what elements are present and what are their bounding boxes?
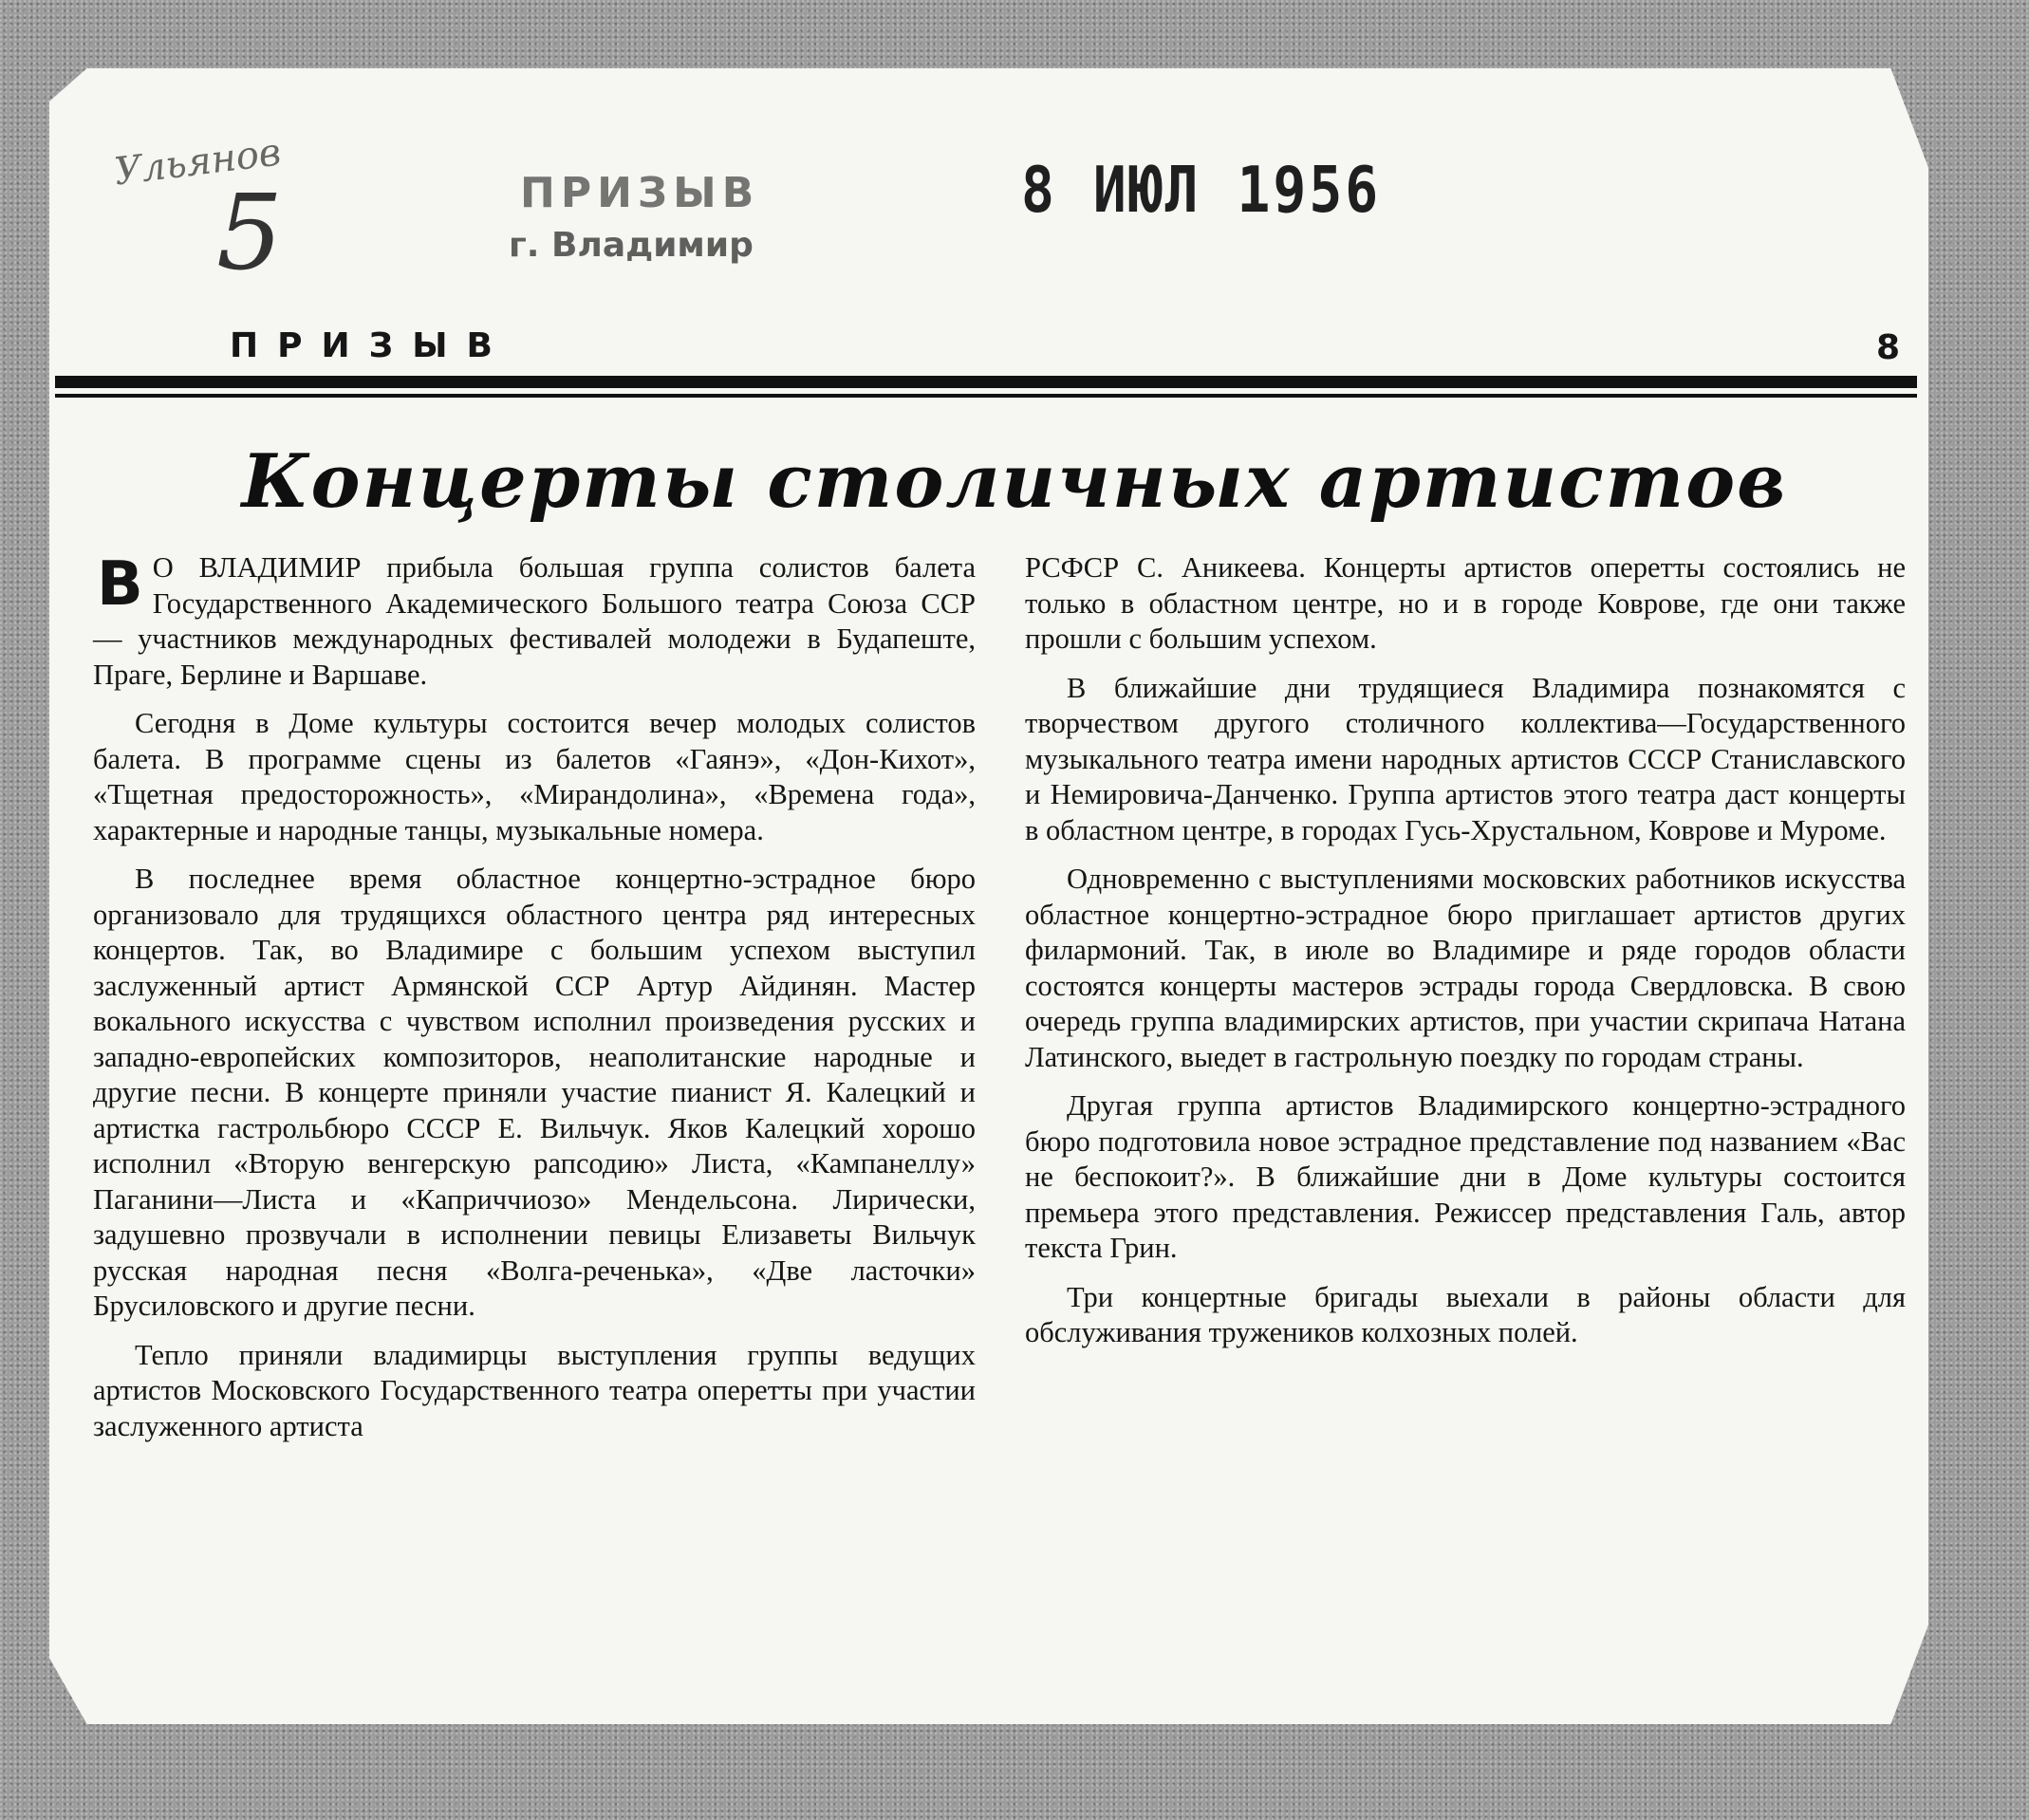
article-column-left [93, 550, 976, 1458]
article-paragraph: Три концертные бригады выехали в районы области для обслуживания тружеников колхозных полей. [1025, 1280, 1906, 1348]
masthead: ПРИЗЫВ [230, 326, 512, 365]
article-paragraph: РСФСР С. Аникеева. Концерты артистов оперетты состоялись не только в областном центре, но и в городе Коврове, где они также прошли с большим успехом. [1025, 551, 1906, 655]
paragraph-text: О ВЛАДИМИР прибыла большая группа солистов балета Государственного Академического Большого театра Союза ССР — участников международных фестивалей молодежи в Будапеште, Праге, Берлине и Варшаве. [93, 551, 976, 691]
article-title: Концерты столичных артистов [241, 438, 1788, 525]
city-stamp: г. Владимир [509, 226, 754, 265]
article-paragraph: Тепло приняли владимирцы выступления группы ведущих артистов Московского Государственного театра оперетты при участии заслуженного артиста [93, 1338, 976, 1442]
newspaper-stamp: ПРИЗЫВ [520, 169, 760, 217]
masthead-rule-thin [55, 394, 1917, 398]
dropcap-letter: В [97, 549, 143, 620]
article-paragraph [93, 550, 976, 693]
handwritten-note: Ульянов [111, 130, 284, 195]
article-paragraph: В последнее время областное концертно-эстрадное бюро организовало для трудящихся областного центра ряд интересных концертов. Так, во Владимире с большим успехом выступил заслуженный артист Армянской ССР Артур Айдинян. Мастер вокального искусства с чувством исполнил произведения русских и западно-европейских композиторов, неаполитанские народные и другие песни. В концерте приняли участие пианист Я. Калецкий и артистка гастрольбюро СССР Е. Вильчук. Яков Калецкий хорошо исполнил «Вторую венгерскую рапсодию» Листа, «Кампанеллу» Паганини—Листа и «Каприччиозо» Мендельсона. Лирически, задушевно прозвучали в исполнении певицы Елизаветы Вильчук русская народная песня «Волга-реченька», «Две ласточки» Брусиловского и другие песни. [93, 863, 976, 1322]
article-paragraph: Одновременно с выступлениями московских работников искусства областное концертно-эстрадное бюро приглашает артистов других филармоний. Так, в июле во Владимире и ряде городов области состоятся концерты мастеров эстрады города Свердловска. В свою очередь группа владимирских артистов, при участии скрипача Натана Латинского, выедет в гастрольную поездку по городам страны. [1025, 863, 1906, 1073]
article-column-right [1025, 550, 1906, 1365]
date-stamp: 8 ИЮЛ 1956 [1021, 152, 1382, 228]
handwritten-number: 5 [216, 172, 283, 293]
article-paragraph: В ближайшие дни трудящиеся Владимира познакомятся с творчеством другого столичного коллектива—Государственного музыкального театра имени народных артистов СССР Станиславского и Немировича-Данченко. Группа артистов этого театра даст концерты в областном центре, в городах Гусь-Хрустальном, Коврове и Муроме. [1025, 671, 1906, 846]
article-paragraph: Другая группа артистов Владимирского концертно-эстрадного бюро подготовила новое эстрадное представление под названием «Вас не беспокоит?». В ближайшие дни в Доме культуры состоится премьера этого представления. Режиссер представления Галь, автор текста Грин. [1025, 1089, 1906, 1264]
page-number: 8 [1876, 328, 1901, 367]
masthead-rule-thick [55, 376, 1917, 388]
article-paragraph: Сегодня в Доме культуры состоится вечер молодых солистов балета. В программе сцены из балетов «Гаянэ», «Дон-Кихот», «Тщетная предосторожность», «Мирандолина», «Времена года», характерные и народные танцы, музыкальные номера. [93, 707, 976, 846]
